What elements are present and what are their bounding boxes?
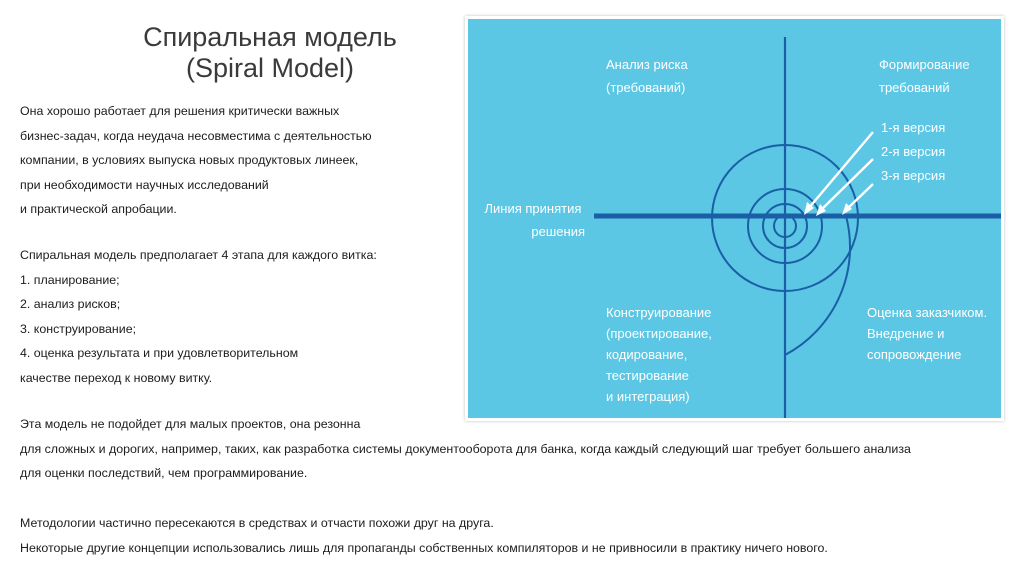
paragraph-methodologies (20, 511, 828, 560)
spiral-model-diagram (465, 16, 1004, 421)
construction-label: Конструирование (проектирование, кодирование, тестирование и интеграция) (606, 305, 712, 404)
version-1-label: 1-я версия (881, 120, 946, 135)
text-line: 4. оценка результата и при удовлетворительном (20, 346, 299, 361)
version-3-label: 3-я версия (881, 168, 946, 183)
text-line: для оценки последствий, чем программирование. (20, 466, 308, 481)
version-2-label: 2-я версия (881, 144, 946, 159)
title-line-1: Спиральная модель (143, 22, 397, 52)
decision-line-label: Линия принятия решения (484, 201, 585, 239)
slide-title (70, 22, 470, 84)
paragraph-description (20, 99, 372, 222)
text-line: Некоторые другие концепции использовались лишь для пропаганды собственных компиляторов и не привносили в практику ничего нового. (20, 540, 828, 555)
text-line: Спиральная модель предполагает 4 этапа для каждого витка: (20, 248, 377, 262)
paragraph-applicability (20, 412, 911, 486)
text-line: и практической апробации. (20, 202, 177, 217)
title-line-2: (Spiral Model) (185, 53, 355, 83)
text-line: 2. анализ рисков; (20, 297, 121, 312)
risk-analysis-label: Анализ риска (требований) (606, 57, 688, 95)
text-line: Методологии частично пересекаются в средствах и отчасти похожи друг на друга. (20, 516, 494, 530)
text-line: при необходимости научных исследований (20, 177, 269, 192)
text-line: 1. планирование; (20, 272, 120, 287)
text-line: для сложных и дорогих, например, таких, как разработка системы документооборота для банка, когда каждый следующий шаг требует большего анализа (20, 441, 911, 456)
requirements-forming-label: Формирование требований (879, 57, 970, 95)
text-line: 3. конструирование; (20, 321, 137, 336)
customer-evaluation-label: Оценка заказчиком. Внедрение и сопровождение (867, 305, 988, 362)
text-line: компании, в условиях выпуска новых продуктовых линеек, (20, 153, 359, 168)
paragraph-stages (20, 243, 377, 391)
text-line: качестве переход к новому витку. (20, 370, 213, 385)
text-line: бизнес-задач, когда неудача несовместима с деятельностью (20, 128, 372, 143)
text-line: Эта модель не подойдет для малых проектов, она резонна (20, 417, 361, 431)
text-line: Она хорошо работает для решения критически важных (20, 104, 340, 118)
